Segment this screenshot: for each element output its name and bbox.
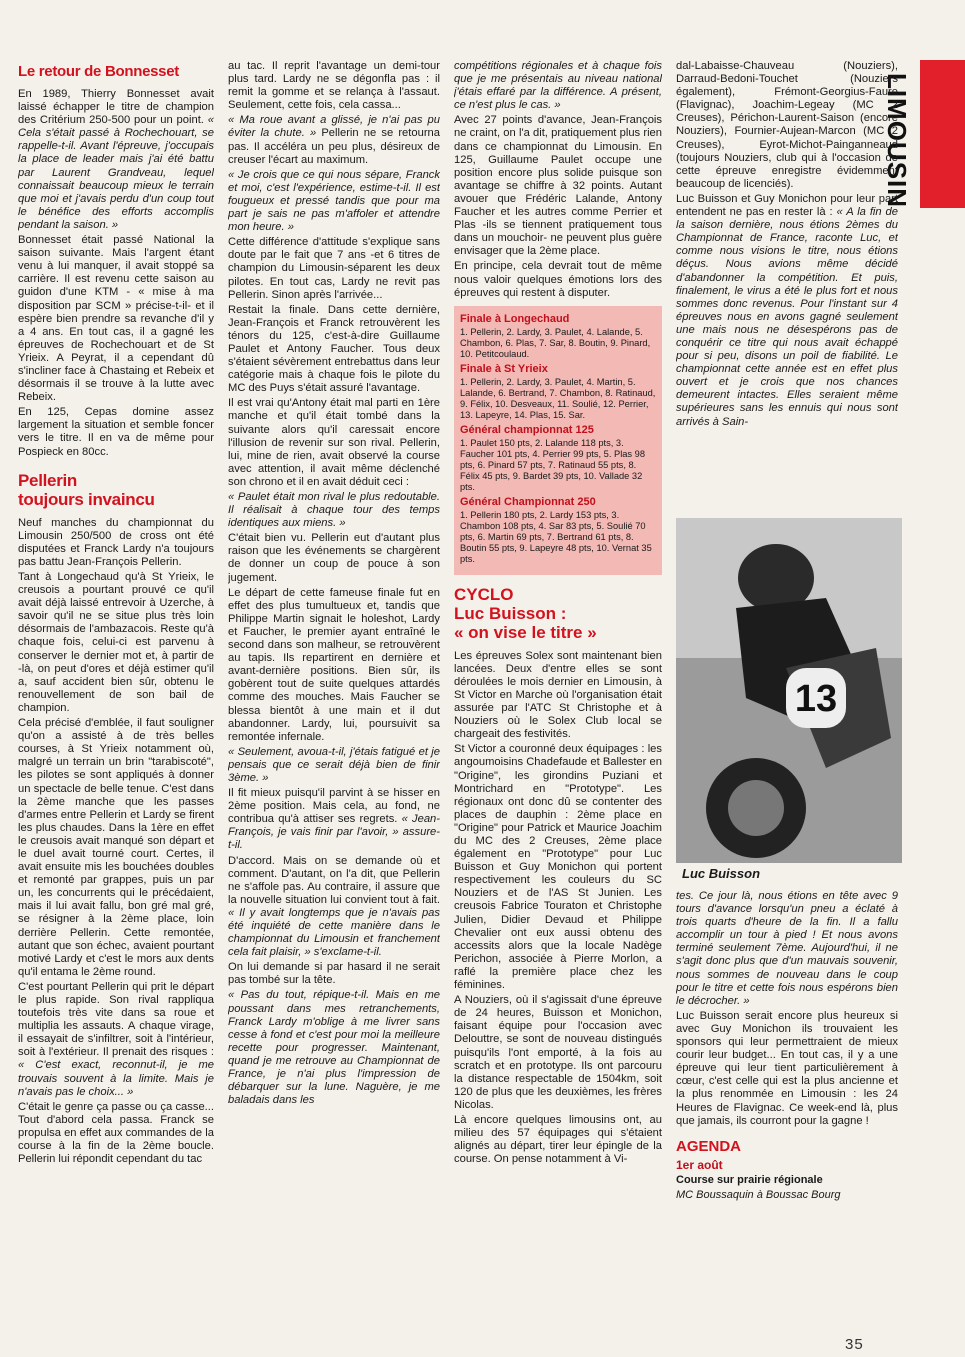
quote: « Seulement, avoua-t-il, j'étais fatigué et je pensais que ce serait déjà bien de finir 3ème. » (228, 745, 440, 784)
paragraph: Luc Buisson et Guy Monichon pour leur part entendent ne pas en rester là : « A la fin de la saison dernière, nous étions 2èmes du Championnat de France, raconte Luc, et comme nous visions le titre, nous étions déçus. Nous avions même décidé d'abandonner la compétition. Et puis, finalement, le virus a été le plus fort et nous sommes donc revenus. Pour l'instant sur 4 épreuves nous en avons gagné seulement une mais nous ne désespérons pas de conquérir ce titre qui nous avait échappé pour si peu, disons un poil de fiabilité. Le championnat cette année est en effet plus ouvert et je crois que nos chances demeurent intactes. Elles seraient même supérieures sans les ennuis qui nous sont arrivés à Sain- (676, 192, 898, 428)
quote: « Paulet était mon rival le plus redoutable. Il réalisait à chaque tour des temps identiques aux miens. » (228, 491, 440, 530)
race-number: 13 (794, 678, 838, 720)
motorcycle-photo-icon (676, 518, 902, 863)
paragraph: En principe, cela devrait tout de même nous valoir quelques émotions lors des épreuves qui restent à disputer. (454, 260, 662, 299)
paragraph: C'était le genre ça passe ou ça casse... Tout d'abord cela passa. Franck se propulsa en effet aux commandes de la course à la fin de la 2ème boucle. Pellerin lui répondit cependant du tac (18, 1100, 214, 1166)
paragraph: C'est pourtant Pellerin qui prit le départ le plus rapide. Son rival rappliqua toutefois très vite dans sa roue et multiplia les assauts. A chaque virage, il essayait de s'infiltrer, soit à l'intérieur, soit à l'extérieur. Il prenait des risques : « C'est exact, reconnut-il, je me trouvais souvent à la limite. Mais je n'avais pas le choix... » (18, 980, 214, 1098)
paragraph: Il fit mieux puisqu'il parvint à se hisser en 2ème position. Mais cela, au fond, ne contribua qu'à attiser ses regrets. « Jean-François, je vais finir par l'avoir, » assure-t-il. (228, 787, 440, 852)
paragraph: Neuf manches du championnat du Limousin 250/500 de cross ont été disputées et Franck Lardy n'a toujours pas battu Jean-François Pellerin. (18, 516, 214, 568)
column-3 (454, 60, 662, 1320)
paragraph: Bonnesset était passé National la saison suivante. Mais l'argent étant venu à lui manquer, il avait stoppé sa carrière. Il est revenu cette saison au guidon d'une KTM - « mise à ma disposition par SCM » précise-t-il- et il espère bien prendre sa revanche d'il y a 4 ans. En tout cas, il a gagné les épreuves de Rochechouart et de St Yrieix. A Peyrat, il a cependant dû s'incliner face à Chastaing et Rebeix et désormais il se trouve à la lutte avec Rebeix. (18, 234, 214, 404)
photo-caption: Luc Buisson (682, 866, 761, 881)
column-4-lower (676, 890, 898, 1330)
results-text: 1. Pellerin, 2. Lardy, 3. Paulet, 4. Martin, 5. Lalande, 6. Bertrand, 7. Chambon, 8. Ratinaud, 9. Félix, 10. Desveaux, 11. Soulié, 12. Perrier, 13. Lapeyre, 14. Plas, 15. Sar. (460, 376, 656, 420)
paragraph: Là encore quelques limousins ont, au milieu des 57 équipages qui s'étaient alignés au départ, tirer leur épingle de la course. On pense notamment à Vi- (454, 1113, 662, 1166)
results-title: Général championnat 125 (460, 423, 594, 436)
paragraph: dal-Labaisse-Chauveau (Nouziers), Darraud-Bedoni-Touchet (Nouziers également), Frémont-Georgius-Faure (Flavignac), Joachim-Legeay (MC 2 Creuses), Périchon-Laurent-Saison (encore Nouziers), Fournier-Aujean-Marcon (MC 2 Creuses), Eyrot-Michot-Painganneaud (toujours Nouziers, club qui à l'occasion de cette épreuve enregistre évidemment beaucoup de licenciés). (676, 60, 898, 190)
headline-cyclo: CYCLO Luc Buisson : « on vise le titre » (454, 584, 597, 642)
photo-luc-buisson (676, 518, 902, 863)
results-box (454, 306, 662, 575)
agenda-title: AGENDA (676, 1137, 742, 1155)
results-text: 1. Pellerin, 2. Lardy, 3. Paulet, 4. Lalande, 5. Chambon, 6. Plas, 7. Sar, 8. Boutin, 9. Pinard, 10. Petitcoulaud. (460, 326, 651, 359)
paragraph: Cela précisé d'emblée, il faut souligner qu'on a assisté à de très belles courses, à St Yrieix notamment où, malgré un terrain un brin "tarabiscoté", les pilotes se sont appliqués à donner un spectacle de belle tenue. C'est dans la 2ème manche que les passes d'armes entre Pellerin et Lardy se firent les plus chaudes. Dans la 1ère en effet le creusois avait manqué son départ et le duel avait tourné court. Certes, il avait ensuite mis les bouchées doubles et remonté par grappes, puis un par un, les concurrents qui le précédaient, mais il lui avait fallu, bon gré mal gré, se résigner à la 2ème place, loin derrière Pellerin. Cette remontée, autant que son échec, avaient pourtant motivé Lardy et c'est le mors aux dents qu'il entama le 2ème round. (18, 717, 214, 978)
column-4 (676, 60, 898, 515)
paragraph: Avec 27 points d'avance, Jean-François ne craint, on l'a dit, pratiquement plus rien dans ce championnat du Limousin. En 125, Guillaume Paulet occupe une position encore plus solide puisque son avantage se chiffre à 32 points. Autant avouer que Frédéric Lalande, Antony Faucher et les autres comme Perrier et Plas -ils se tiennent pratiquement tous dans un mouchoir- ne peuvent plus guère envisager que la 2ème place. (454, 114, 662, 258)
results-title: Finale à St Yrieix (460, 362, 548, 375)
paragraph: Les épreuves Solex sont maintenant bien lancées. Deux d'entre elles se sont déroulées le mois dernier en Limousin, à St Victor en Marche où l'organisation était assurée par l'ATC St Christophe et à Nouziers où le Solex Club local se chargeait des festivités. (454, 649, 662, 741)
paragraph: En 125, Cepas domine assez largement la situation et semble foncer vers le titre. Il en va de même pour Pospieck en 80cc. (18, 406, 214, 458)
paragraph: Restait la finale. Dans cette dernière, Jean-François et Franck retrouvèrent les ténors du 125, c'est-à-dire Guillaume Paulet et Antony Faucher. Tous deux s'étaient sévèrement entrebattus dans leur catégorie mais à chaque fois le pilote du MC des Puys s'était assuré l'avantage. (228, 303, 440, 395)
paragraph: St Victor a couronné deux équipages : les angoumoisins Chadefaude et Ballester en "Origine", les girondins Puziani et Montrichard en "Prototype". Les régionaux ont donc dû se contenter des places de dauphin : 2ème place en "Origine" pour Patrick et Maurice Joachim du MC des 2 Creuses, 2ème place également en "Prototype" pour Luc Buisson et Guy Monichon qui portent respectivement les couleurs du SC Nouziers et de l'AS St Junien. Les creusois Fabrice Touraton et Christophe Julien, Didier Devaud et Philippe Chevalier ont eux aussi obtenu des accessits alors que la locale Nadège Perichon, associée à Pierre Morlon, a raflé la première place chez les féminines. (454, 743, 662, 992)
agenda-event: Course sur prairie régionale (676, 1173, 823, 1186)
paragraph: C'était bien vu. Pellerin eut d'autant plus raison que les événements se chargèrent de donner un coup de pouce à son jugement. (228, 532, 440, 584)
headline-pellerin: Pellerin toujours invaincu (18, 470, 155, 509)
results-text: 1. Pellerin 180 pts, 2. Lardy 153 pts, 3. Chambon 108 pts, 4. Sar 83 pts, 5. Soulié 70 pts, 6. Martin 69 pts, 7. Bertrand 61 pts, 8. Boutin 55 pts, 9. Lapeyre 48 pts, 10. Vernat 35 pts. (460, 509, 652, 564)
agenda-place: MC Boussaquin à Boussac Bourg (676, 1188, 841, 1201)
paragraph: au tac. Il reprit l'avantage un demi-tour plus tard. Lardy ne se dégonfla pas : il remit la gomme et se relança à l'assaut. Seulement, cette fois, cela cassa... (228, 60, 440, 112)
paragraph: Luc Buisson serait encore plus heureux si avec Guy Monichon ils trouvaient les sponsors qui leur permettraient de mieux courir leur budget... En tout cas, il y a une épreuve qui leur tient particulièrement à cœur, c'est celle qui est la plus ancienne et la plus renommée en Limousin : les 24 Heures de Flavignac. Ce week-end là, plus que jamais, ils courront pour la gagne ! (676, 1009, 898, 1127)
page-number: 35 (845, 1336, 864, 1353)
paragraph: Cette différence d'attitude s'explique sans doute par le fait que 7 ans -et 6 titres de champion du Limousin-séparent les deux pilotes. En tout cas, Lardy ne revit pas Pellerin. Sinon après l'arrivée... (228, 236, 440, 301)
quote: tes. Ce jour là, nous étions en tête avec 9 tours d'avance lorsqu'un pneu a éclaté à trois quarts d'heure de la fin. Il a fallu accomplir un tour à pied ! Et nous avons terminé seulement 7ème. Aujourd'hui, il ne s'agit donc plus que d'un mauvais souvenir, nous sommes de nouveau dans le coup pour le titre et cette fois nous espérons bien le décrocher. » (676, 890, 898, 1007)
paragraph: On lui demande si par hasard il ne serait pas tombé sur la tête. (228, 961, 440, 987)
results-title: Général Championnat 250 (460, 495, 596, 508)
quote: « Je crois que ce qui nous sépare, Franck et moi, c'est l'expérience, estime-t-il. Il est fougueux et pressé tandis que pour ma part je sais ne pas m'affoler et attendre mon heure. » (228, 168, 440, 234)
results-title: Finale à Longechaud (460, 312, 570, 325)
section-label: LIMOUSIN (882, 72, 913, 208)
agenda-date: 1er août (676, 1157, 723, 1172)
paragraph: Tant à Longechaud qu'à St Yrieix, le creusois a pourtant prouvé ce qu'il avait déjà laissé entrevoir à Uzerche, à savoir qu'il ne se situe plus très loin désormais de l'ambazacois. Reste qu'à chaque fois, celui-ci est parvenu à conserver le dernier mot et, à partir de -là, on peut d'ores et déjà estimer qu'il a, sauf accident bien sûr, obtenu le renouvellement de son bail de champion. (18, 571, 214, 714)
paragraph: D'accord. Mais on se demande où et comment. D'autant, on l'a dit, que Pellerin ne s'affole pas. Au contraire, il assure que la nouvelle situation lui convient tout à fait. « Il y avait longtemps que je n'avais pas été inquiété de cette manière dans le championnat du Limousin et franchement cela fait plaisir, » s'exclame-t-il. (228, 854, 440, 959)
quote: compétitions régionales et à chaque fois que je me présentais au niveau national j'étais effaré par la différence. A présent, ce n'est plus le cas. » (454, 60, 662, 112)
quote: « Pas du tout, répique-t-il. Mais en me poussant dans mes retranchements, Franck Lardy m'oblige à me livrer sans cesse à fond et c'est pour moi la meilleure recette pour progresser. Maintenant, quand je me retrouve au Championnat de France, je n'ai plus l'impression de débarquer sur la lune. Naguère, je me baladais dans les (228, 989, 440, 1107)
column-1 (18, 60, 214, 1320)
paragraph: « Ma roue avant a glissé, je n'ai pas pu éviter la chute. » Pellerin ne se retourna pas. Il accéléra un peu plus, désireux de creuser l'écart au maximum. (228, 114, 440, 166)
paragraph: Le départ de cette fameuse finale fut en effet des plus tumultueux et, tandis que Philippe Martin signait le holeshot, Lardy et Faucher, le premier ayant entraîné le second dans son malheur, se retrouvèrent au tapis. Ils repartirent en dernière et avant-dernière positions. Bien sûr, ils gobèrent tout de suite quelques attardés comme des mouches. Mais Faucher se blessa bientôt à une main et il dut abandonner. Lardy, lui, poursuivit sa remontée infernale. (228, 586, 440, 743)
paragraph: A Nouziers, où il s'agissait d'une épreuve de 24 heures, Buisson et Monichon, faisant équipe pour l'occasion avec Delouttre, se sont de nouveau distingués puisqu'ils l'ont emporté, à la fois au scratch et en prototype. Ils ont parcouru la distance respectable de 1504km, soit 120 de plus que les deuxièmes, les frères Nicolas. (454, 994, 662, 1111)
column-2 (228, 60, 440, 1320)
results-text: 1. Paulet 150 pts, 2. Lalande 118 pts, 3. Faucher 101 pts, 4. Perrier 99 pts, 5. Plas 98 pts, 6. Pinard 57 pts, 7. Ratinaud 55 pts, 8. Félix 45 pts, 9. Bardet 39 pts, 10. Vallade 32 pts. (460, 437, 646, 492)
paragraph: En 1989, Thierry Bonnesset avait laissé échapper le titre de champion des Critérium 250-500 pour un point. « Cela s'était passé à Rochechouart, se rappelle-t-il. Avant l'épreuve, j'occupais la place de leader mais j'ai été battu par Laurent Grandveau, lequel connaissait beaucoup mieux le terrain que moi et j'avais perdu d'un coup tout le bénéfice des efforts accomplis pendant la saison. » (18, 88, 214, 231)
headline-bonnesset: Le retour de Bonnesset (18, 63, 179, 80)
section-color-tab (920, 60, 965, 208)
paragraph: Il est vrai qu'Antony était mal parti en 1ère manche et qu'il était tombé dans la suivante alors qu'il caressait encore l'illusion de revenir sur son rival. Pellerin, lui, mine de rien, avait observé la course avec attention, il avait même déclenché son chrono et il en avait déduit ceci : (228, 397, 440, 488)
